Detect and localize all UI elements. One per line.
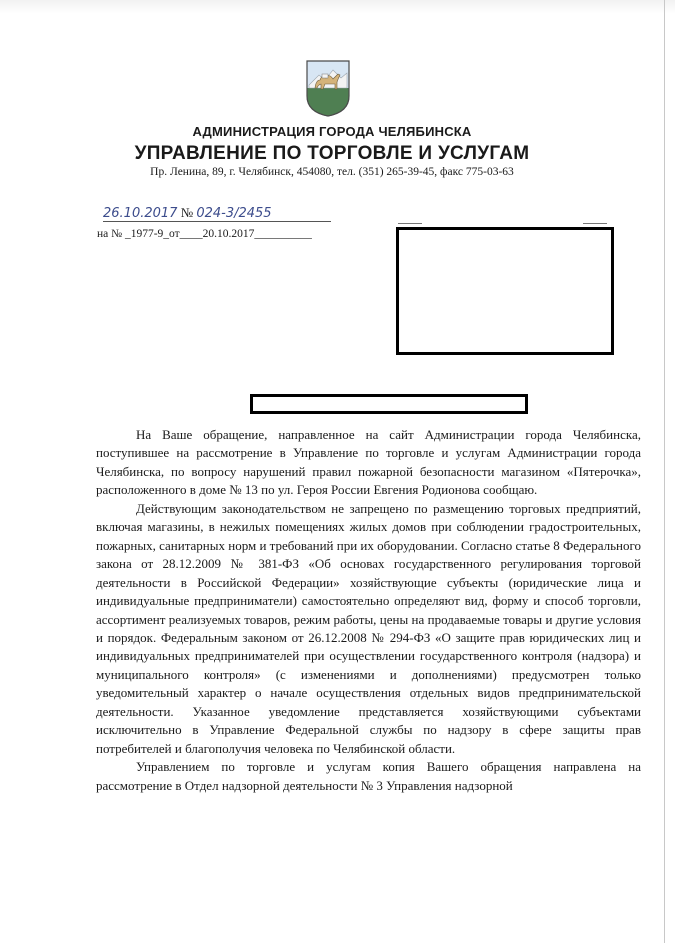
registration-date: 26.10.2017 <box>103 206 178 221</box>
paragraph-2: Действующим законодательством не запрещено по размещению торговых предприятий, включая магазины, в нежилых помещениях жилых домов при соблюдении градостроительных, пожарных, санитарных норм и требований при их оборудовании. Согласно статье 8 Федерального закона от 28.12.2009 № 381-ФЗ «Об основах государственного регулирования торговой деятельности в Российской Федерации» хозяйствующие субъекты (юридические лица и индивидуальные предприниматели) самостоятельно определяют вид, форму и способ торговли, ассортимент реализуемых товаров, режим работы, цены на продаваемые товары и другие условия и порядок. Федеральным законом от 26.12.2008 № 294-ФЗ «О защите прав юридических лиц и индивидуальных предпринимателей при осуществлении государственного контроля (надзора) и муниципального контроля» (с изменениями и дополнениями) предусмотрен только уведомительный характер о начале осуществления отдельных видов предпринимательской деятельности. Указанное уведомление представляется хозяйствующими субъектами исключительно в Управление Федеральной службы по надзору в сфере защиты прав потребителей и благополучия человека по Челябинской области. <box>96 500 642 756</box>
scan-shadow <box>0 0 675 14</box>
reference-line: на № _1977-9_от____20.10.2017__________ <box>97 228 312 240</box>
registration-number-label: № <box>180 205 194 220</box>
letter-body <box>96 426 641 795</box>
address-corner-mark-right <box>583 223 607 224</box>
redacted-addressee-box <box>396 227 614 355</box>
org-address: Пр. Ленина, 89, г. Челябинск, 454080, тел. (351) 265-39-45, факс 775-03-63 <box>150 166 514 178</box>
address-corner-mark-left <box>398 223 422 224</box>
page-edge <box>664 0 665 943</box>
paragraph-1: На Ваше обращение, направленное на сайт Администрации города Челябинска, поступившее на рассмотрение в Управление по торговле и услугам Администрации города Челябинска, по вопросу нарушений правил пожарной безопасности магазином «Пятерочка», расположенного в доме № 13 по ул. Героя России Евгения Родионова сообщаю. <box>96 427 641 498</box>
org-name-department: УПРАВЛЕНИЕ ПО ТОРГОВЛЕ И УСЛУГАМ <box>134 143 530 164</box>
paragraph-3: Управлением по торговле и услугам копия Вашего обращения направлена на рассмотрение в Отдел надзорной деятельности № 3 Управления надзорной <box>96 759 641 793</box>
registration-line <box>103 205 272 221</box>
registration-underline <box>103 221 331 222</box>
registration-number: 024-3/2455 <box>196 206 272 221</box>
redacted-salutation-box <box>250 394 528 414</box>
coat-of-arms-icon <box>305 58 351 118</box>
org-name-administration: АДМИНИСТРАЦИЯ ГОРОДА ЧЕЛЯБИНСКА <box>192 124 472 139</box>
